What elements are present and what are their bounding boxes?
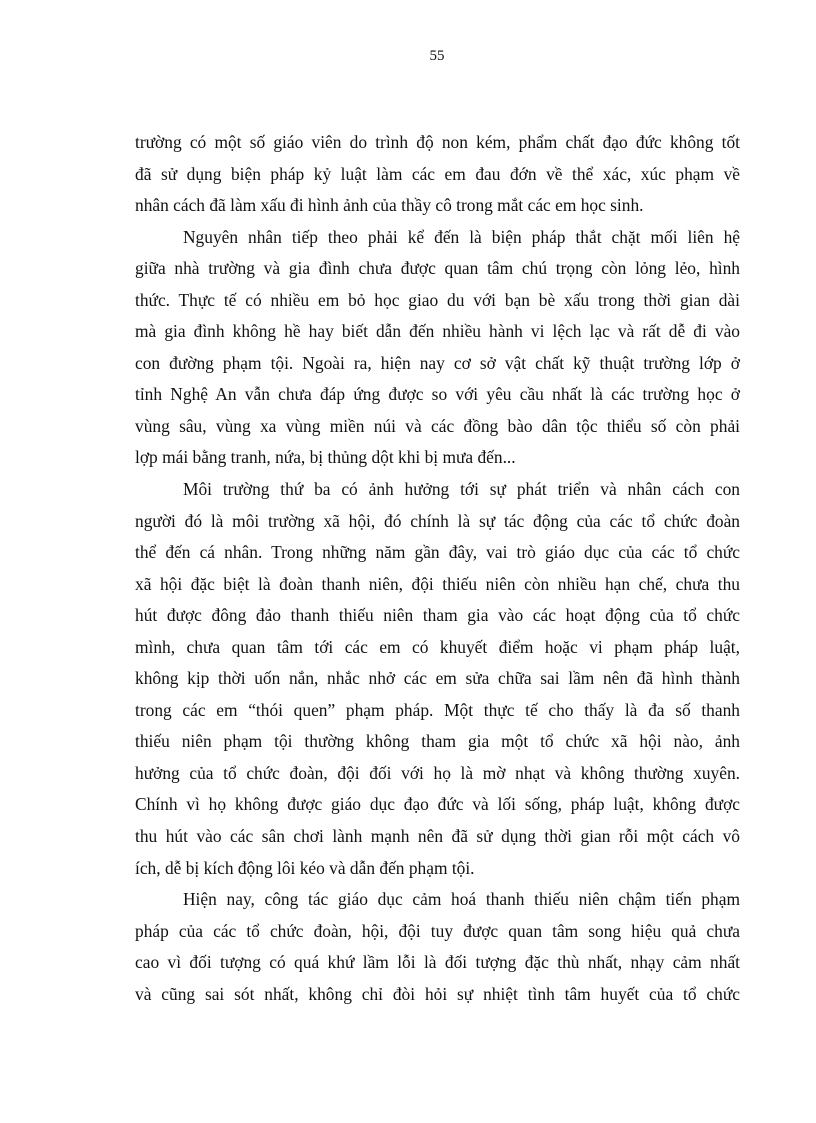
text-line: Hiện nay, công tác giáo dục cảm hoá thanh thiếu niên chậm tiến phạm <box>183 889 740 910</box>
text-line: pháp của các tổ chức đoàn, hội, đội tuy được quan tâm song hiệu quả chưa <box>135 920 740 941</box>
text-line: ích, dễ bị kích động lôi kéo và dẫn đến phạm tội. <box>135 857 475 878</box>
text-line: cao vì đối tượng có quá khứ lầm lỗi là đối tượng đặc thù nhất, nhạy cảm nhất <box>135 952 740 973</box>
text-line: mình, chưa quan tâm tới các em có khuyết điểm hoặc vi phạm pháp luật, <box>135 636 740 657</box>
text-line: Chính vì họ không được giáo dục đạo đức và lối sống, pháp luật, không được <box>135 794 740 815</box>
text-line: thể đến cá nhân. Trong những năm gần đây, vai trò giáo dục của các tổ chức <box>135 542 740 563</box>
text-line: không kịp thời uốn nắn, nhắc nhở các em sửa chữa sai lầm nên đã hình thành <box>135 668 740 689</box>
body-text <box>135 127 740 1010</box>
text-line: thiếu niên phạm tội thường không tham gia một tổ chức xã hội nào, ảnh <box>135 731 740 752</box>
text-line: đã sử dụng biện pháp kỷ luật làm các em đau đớn về thể xác, xúc phạm về <box>135 163 740 184</box>
text-line: thu hút vào các sân chơi lành mạnh nên đã sử dụng thời gian rỗi một cách vô <box>135 826 740 847</box>
text-line: tỉnh Nghệ An vẫn chưa đáp ứng được so với yêu cầu nhất là các trường học ở <box>135 384 740 405</box>
text-line: vùng sâu, vùng xa vùng miền núi và các đồng bào dân tộc thiểu số còn phải <box>135 415 740 436</box>
text-line: và cũng sai sót nhất, không chỉ đòi hỏi sự nhiệt tình tâm huyết của tổ chức <box>135 983 740 1004</box>
text-line: lợp mái bằng tranh, nứa, bị thủng dột khi bị mưa đến... <box>135 447 516 468</box>
text-line: trường có một số giáo viên do trình độ non kém, phẩm chất đạo đức không tốt <box>135 132 740 152</box>
text-line: con đường phạm tội. Ngoài ra, hiện nay cơ sở vật chất kỹ thuật trường lớp ở <box>135 352 740 373</box>
text-line: hút được đông đảo thanh thiếu niên tham gia vào các hoạt động của tổ chức <box>135 605 740 626</box>
text-line: trong các em “thói quen” phạm pháp. Một thực tế cho thấy là đa số thanh <box>135 699 740 720</box>
text-line: xã hội đặc biệt là đoàn thanh niên, đội thiếu niên còn nhiều hạn chế, chưa thu <box>135 573 740 594</box>
text-line: hưởng của tổ chức đoàn, đội đối với họ là mờ nhạt và không thường xuyên. <box>135 762 740 783</box>
text-line: nhân cách đã làm xấu đi hình ảnh của thầy cô trong mắt các em học sinh. <box>135 195 644 216</box>
text-line: thức. Thực tế có nhiều em bỏ học giao du với bạn bè xấu trong thời gian dài <box>135 289 740 310</box>
text-line: mà gia đình không hề hay biết dẫn đến nhiều hành vi lệch lạc và rất dễ đi vào <box>135 321 740 342</box>
text-line: Môi trường thứ ba có ảnh hưởng tới sự phát triển và nhân cách con <box>183 479 740 500</box>
text-line: Nguyên nhân tiếp theo phải kể đến là biện pháp thắt chặt mối liên hệ <box>183 226 740 247</box>
page-number: 55 <box>429 48 445 64</box>
text-line: giữa nhà trường và gia đình chưa được quan tâm chú trọng còn lỏng lẻo, hình <box>135 258 740 279</box>
text-line: người đó là môi trường xã hội, đó chính là sự tác động của các tổ chức đoàn <box>135 510 740 531</box>
